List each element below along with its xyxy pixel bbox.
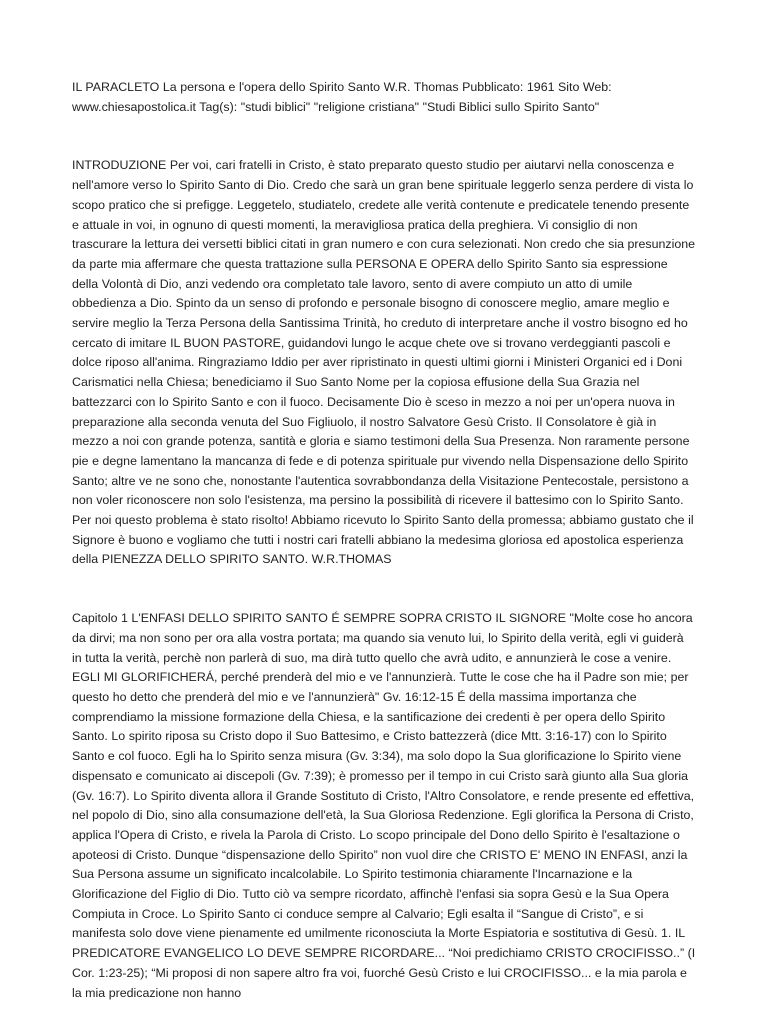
document-page <box>72 78 696 1003</box>
introduction-paragraph: INTRODUZIONE Per voi, cari fratelli in Cristo, è stato preparato questo studio per aiutarvi nella conoscenza e nell'amore verso lo Spirito Santo di Dio. Credo che sarà un gran bene spirituale leggerlo senza perdere di vista lo scopo pratico che si prefigge. Leggetelo, studiatelo, credete alle verità contenute e predicatele tenendo presente e attuale in voi, in ognuno di questi momenti, la meravigliosa pratica della preghiera. Vi consiglio di non trascurare la lettura dei versetti biblici citati in gran numero e con cura selezionati. Non credo che sia presunzione da parte mia affermare che questa trattazione sulla PERSONA E OPERA dello Spirito Santo sia espressione della Volontà di Dio, anzi vedendo ora completato tale lavoro, sento di avere compiuto un atto di umile obbedienza a Dio. Spinto da un senso di profondo e personale bisogno di conoscere meglio, amare meglio e servire meglio la Terza Persona della Santissima Trinità, ho creduto di interpretare anche il vostro bisogno ed ho cercato di imitare IL BUON PASTORE, guidandovi lungo le acque chete ove si trovano verdeggianti pascoli e dolce riposo all'anima. Ringraziamo Iddio per aver ripristinato in questi ultimi giorni i Ministeri Organici ed i Doni Carismatici nella Chiesa; benediciamo il Suo Santo Nome per la copiosa effusione della Sua Grazia nel battezzarci con lo Spirito Santo e con il fuoco. Decisamente Dio è sceso in mezzo a noi per un'opera nuova in preparazione alla seconda venuta del Suo Figliuolo, il nostro Salvatore Gesù Cristo. Il Consolatore è già in mezzo a noi con grande potenza, santità e gloria e siamo testimoni della Sua Presenza. Non raramente persone pie e degne lamentano la mancanza di fede e di potenza spirituale pur vivendo nella Dispensazione dello Spirito Santo; altre ve ne sono che, nonostante l'autentica sovrabbondanza della Visitazione Pentecostale, persistono a non voler riconoscere non solo l'esistenza, ma persino la possibilità di ricevere il battesimo con lo Spirito Santo. Per noi questo problema è stato risolto! Abbiamo ricevuto lo Spirito Santo della promessa; abbiamo gustato che il Signore è buono e vogliamo che tutti i nostri cari fratelli abbiano la medesima gloriosa ed apostolica esperienza della PIENEZZA DELLO SPIRITO SANTO. W.R.THOMAS <box>72 158 696 567</box>
document-header: IL PARACLETO La persona e l'opera dello Spirito Santo W.R. Thomas Pubblicato: 1961 Sito Web: www.chiesapostolica.it Tag(s): "studi biblici" "religione cristiana" "Studi Biblici sullo Spirito Santo" <box>72 80 612 114</box>
chapter-1-paragraph: Capitolo 1 L'ENFASI DELLO SPIRITO SANTO É SEMPRE SOPRA CRISTO IL SIGNORE "Molte cose ho ancora da dirvi; ma non sono per ora alla vostra portata; ma quando sia venuto lui, lo Spirito della verità, egli vi guiderà in tutta la verità, perchè non parlerà di suo, ma dirà tutto quello che avrà udito, e annunzierà le cose a venire. EGLI MI GLORIFICHERÁ, perché prenderà del mio e ve l'annunzierà. Tutte le cose che ha il Padre son mie; per questo ho detto che prenderà del mio e ve l'annunzierà" Gv. 16:12-15 É della massima importanza che comprendiamo la missione formazione della Chiesa, e la santificazione dei credenti è per opera dello Spirito Santo. Lo spirito riposa su Cristo dopo il Suo Battesimo, e Cristo battezzerà (dice Mtt. 3:16-17) con lo Spirito Santo e col fuoco. Egli ha lo Spirito senza misura (Gv. 3:34), ma solo dopo la Sua glorificazione lo Spirito viene dispensato e comunicato ai discepoli (Gv. 7:39); è promesso per il tempo in cui Cristo sarà giunto alla Sua gloria (Gv. 16:7). Lo Spirito diventa allora il Grande Sostituto di Cristo, l'Altro Consolatore, e rende presente ed effettiva, nel popolo di Dio, sino alla consumazione dell'età, la Sua Gloriosa Redenzione. Egli glorifica la Persona di Cristo, applica l'Opera di Cristo, e rivela la Parola di Cristo. Lo scopo principale del Dono dello Spirito è l'esaltazione o apoteosi di Cristo. Dunque “dispensazione dello Spirito” non vuol dire che CRISTO E' MENO IN ENFASI, anzi la Sua Persona assume un significato incalcolabile. Lo Spirito testimonia chiaramente l'Incarnazione e la Glorificazione del Figlio di Dio. Tutto ciò va sempre ricordato, affinchè l'enfasi sia sopra Gesù e la Sua Opera Compiuta in Croce. Lo Spirito Santo ci conduce sempre al Calvario; Egli esalta il “Sangue di Cristo”, e si manifesta solo dove viene pienamente ed umilmente riconosciuta la Morte Espiatoria e sostitutiva di Gesù. 1. IL PREDICATORE EVANGELICO LO DEVE SEMPRE RICORDARE... “Noi predichiamo CRISTO CROCIFISSO..” (I Cor. 1:23-25); “Mi proposi di non sapere altro fra voi, fuorché Gesù Cristo e lui CROCIFISSO... e la mia parola e la mia predicazione non hanno <box>72 611 696 1000</box>
